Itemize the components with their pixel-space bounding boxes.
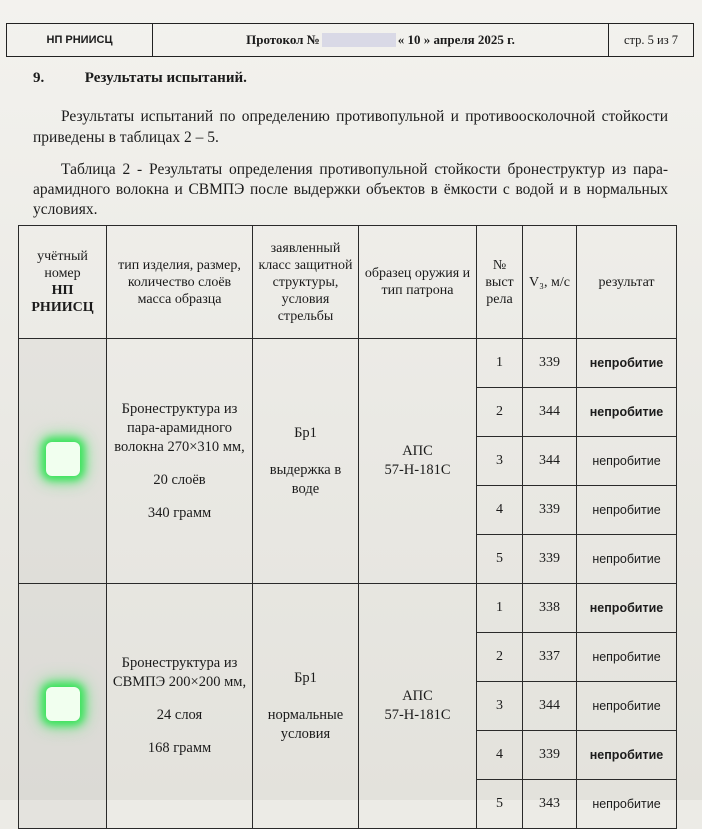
velocity-value: 344 bbox=[523, 682, 577, 731]
class-cell bbox=[253, 584, 359, 829]
col-shot-no: № выст рела bbox=[477, 226, 523, 339]
shot-number: 4 bbox=[477, 731, 523, 780]
item-desc: Бронеструктура из пара-арамидного волокна 270×310 мм, bbox=[114, 400, 245, 455]
velocity-value: 339 bbox=[523, 535, 577, 584]
shot-number: 1 bbox=[477, 339, 523, 388]
shot-number: 5 bbox=[477, 535, 523, 584]
class-value: Бр1 bbox=[294, 424, 317, 441]
velocity-value: 337 bbox=[523, 633, 577, 682]
reg-number-cell bbox=[19, 584, 107, 829]
col-item: тип изделия, размер, количество слоёв масса образца bbox=[107, 226, 253, 339]
result-value: непробитие bbox=[577, 339, 677, 388]
col-result: результат bbox=[577, 226, 677, 339]
velocity-value: 339 bbox=[523, 339, 577, 388]
shot-number: 1 bbox=[477, 584, 523, 633]
reg-number-cell bbox=[19, 339, 107, 584]
velocity-value: 344 bbox=[523, 437, 577, 486]
condition-value: выдержка в воде bbox=[269, 461, 342, 497]
shot-number: 3 bbox=[477, 437, 523, 486]
table-caption: Таблица 2 - Результаты определения противопульной стойкости бронеструктур из пара-арамидного волокна и СВМПЭ после выдержки объектов в ёмкости с водой и в нормальных условиях. bbox=[33, 161, 668, 218]
shot-number: 2 bbox=[477, 388, 523, 437]
result-value: непробитие bbox=[577, 633, 677, 682]
result-value: непробитие bbox=[577, 780, 677, 829]
result-value: непробитие bbox=[577, 584, 677, 633]
header-protocol bbox=[153, 24, 609, 56]
item-desc: Бронеструктура из СВМПЭ 200×200 мм, bbox=[112, 655, 247, 690]
redaction-mark bbox=[46, 442, 80, 476]
class-value: Бр1 bbox=[294, 669, 317, 686]
result-value: непробитие bbox=[577, 486, 677, 535]
item-cell bbox=[107, 584, 253, 829]
section-heading bbox=[33, 70, 247, 87]
col-reg-number-label: учётный номер bbox=[37, 249, 88, 281]
shot-number: 4 bbox=[477, 486, 523, 535]
col-class: заявленный класс защитной структуры, условия стрельбы bbox=[253, 226, 359, 339]
velocity-value: 339 bbox=[523, 731, 577, 780]
condition-value: нормальные условия bbox=[267, 706, 344, 742]
protocol-prefix: Протокол № bbox=[246, 32, 320, 47]
weapon-name: АПС bbox=[402, 443, 433, 459]
result-value: непробитие bbox=[577, 535, 677, 584]
section-number: 9. bbox=[33, 70, 45, 86]
result-value: непробитие bbox=[577, 731, 677, 780]
velocity-value: 338 bbox=[523, 584, 577, 633]
item-cell bbox=[107, 339, 253, 584]
col-velocity: V₃, м/с bbox=[523, 226, 577, 339]
table-row bbox=[19, 584, 677, 633]
results-table bbox=[18, 225, 677, 829]
table-header-row bbox=[19, 226, 677, 339]
col-reg-number bbox=[19, 226, 107, 339]
shot-number: 2 bbox=[477, 633, 523, 682]
velocity-value: 339 bbox=[523, 486, 577, 535]
item-layers: 24 слоя bbox=[156, 707, 203, 723]
cartridge-name: 57-Н-181С bbox=[384, 462, 451, 478]
table-row bbox=[19, 339, 677, 388]
shot-number: 3 bbox=[477, 682, 523, 731]
result-value: непробитие bbox=[577, 437, 677, 486]
redacted-number bbox=[322, 33, 396, 47]
velocity-value: 344 bbox=[523, 388, 577, 437]
weapon-name: АПС bbox=[402, 688, 433, 704]
shot-number: 5 bbox=[477, 780, 523, 829]
col-reg-number-org: НП РНИИСЦ bbox=[31, 283, 94, 315]
item-mass: 168 грамм bbox=[147, 740, 212, 756]
result-value: непробитие bbox=[577, 388, 677, 437]
cartridge-name: 57-Н-181С bbox=[384, 707, 451, 723]
col-weapon: образец оружия и тип патрона bbox=[359, 226, 477, 339]
page-header bbox=[6, 23, 694, 57]
intro-paragraph: Результаты испытаний по определению противопульной и противоосколочной стойкости приведены в таблицах 2 – 5. bbox=[33, 108, 668, 146]
protocol-date: « 10 » апреля 2025 г. bbox=[397, 32, 515, 47]
velocity-value: 343 bbox=[523, 780, 577, 829]
item-layers: 20 слоёв bbox=[153, 471, 206, 488]
result-value: непробитие bbox=[577, 682, 677, 731]
header-org: НП РНИИСЦ bbox=[7, 24, 153, 56]
section-title: Результаты испытаний. bbox=[84, 70, 247, 86]
weapon-cell bbox=[359, 339, 477, 584]
header-page: стр. 5 из 7 bbox=[623, 32, 679, 47]
class-cell bbox=[253, 339, 359, 584]
weapon-cell bbox=[359, 584, 477, 829]
item-mass: 340 грамм bbox=[147, 504, 212, 521]
redaction-mark bbox=[46, 687, 80, 721]
